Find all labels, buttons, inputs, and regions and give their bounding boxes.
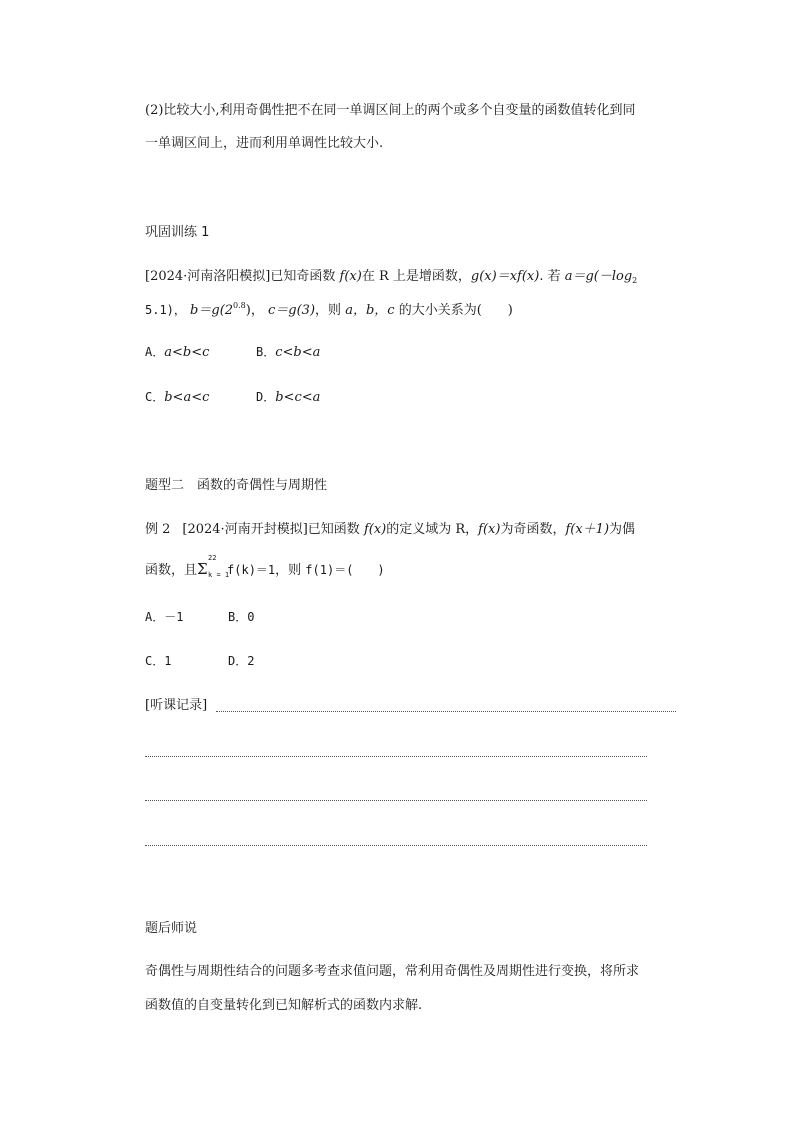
- example-2-stem-part-1: 已知函数: [307, 522, 360, 537]
- option-a-label: A．: [145, 345, 165, 359]
- ex-option-c-label: C．: [145, 654, 165, 668]
- practice-c-definition: c＝g(3): [268, 303, 316, 318]
- example-option-a[interactable]: [145, 611, 183, 623]
- sum-term: f(k)＝1: [227, 563, 276, 577]
- example-2-fx-2: f(x): [478, 522, 501, 537]
- example-2-line-2-pre: 函数，且: [145, 563, 198, 578]
- example-2-fx-1: f(x): [363, 522, 387, 537]
- practice-stem-line-1: [145, 270, 637, 285]
- practice-a-definition: a＝g(－log: [564, 269, 633, 284]
- example-2-line-2: [145, 554, 385, 579]
- example-2-stem-part-4: 为偶: [609, 522, 636, 537]
- practice-b-close: )，: [245, 303, 264, 318]
- sigma-lower-limit: k = 1: [208, 571, 230, 579]
- example-2-line-1: [145, 523, 635, 536]
- example-2-line-2-post: ，则: [275, 563, 302, 578]
- practice-stem-part-4: ，则: [315, 303, 342, 318]
- ex-option-b-text: 0: [247, 610, 255, 624]
- teacher-line-1: 奇偶性与周期性结合的问题多考查求值问题，常利用奇偶性及周期性进行变换，将所求: [145, 964, 640, 979]
- example-2-fx-3: f(x＋1): [565, 522, 610, 537]
- example-option-c[interactable]: [145, 655, 171, 667]
- ex-option-d-text: 2: [247, 654, 255, 668]
- notes-line-4[interactable]: [145, 845, 647, 846]
- practice-variables: a，b，c: [345, 303, 395, 318]
- ex-option-c-text: 1: [164, 654, 172, 668]
- example-option-d[interactable]: [228, 655, 254, 667]
- example-option-b[interactable]: [228, 611, 254, 623]
- example-2-stem-part-2: 的定义域为 R，: [386, 522, 479, 537]
- ex-option-a-label: A．: [145, 610, 165, 624]
- option-a-text: a<b<c: [164, 345, 210, 360]
- option-b-label: B．: [256, 345, 276, 359]
- example-2-stem-part-3: 为奇函数，: [500, 522, 566, 537]
- practice-option-c[interactable]: [145, 391, 209, 404]
- practice-option-a[interactable]: [145, 346, 209, 359]
- option-c-text: b<a<c: [164, 390, 210, 405]
- practice-f-of-x: f(x): [339, 269, 362, 284]
- practice-stem-part-2: 在 R 上是增函数，: [361, 269, 471, 284]
- sigma-upper-limit: 22: [208, 554, 217, 562]
- topic-2-title: 题型二 函数的奇偶性与周期性: [145, 478, 328, 493]
- practice-option-b[interactable]: [256, 346, 320, 359]
- ex-option-b-label: B．: [228, 610, 248, 624]
- practice-option-d[interactable]: [256, 391, 320, 404]
- practice-stem-part-5: 的大小关系为( ): [398, 303, 513, 318]
- teacher-line-2: 函数值的自变量转化到已知解析式的函数内求解.: [145, 998, 423, 1013]
- notes-label: [听课记录]: [145, 698, 208, 713]
- option-c-label: C．: [145, 390, 165, 404]
- sigma-symbol: [197, 554, 230, 579]
- notes-line-1[interactable]: [216, 711, 676, 712]
- practice-a-argument: 5.1)，: [145, 303, 186, 317]
- example-2-source: [2024·河南开封模拟]: [182, 522, 308, 537]
- ex-option-a-text: －1: [164, 610, 184, 624]
- practice-b-exponent: 0.8: [233, 301, 246, 310]
- practice-stem-part-1: 已知奇函数: [270, 269, 336, 284]
- practice-source: [2024·河南洛阳模拟]: [145, 269, 271, 284]
- example-2-ask: f(1)＝( ): [305, 563, 385, 577]
- practice-stem-line-2: [145, 302, 513, 317]
- notes-line-3[interactable]: [145, 800, 647, 801]
- sigma-glyph: Σ: [197, 560, 208, 578]
- practice-title: 巩固训练 1: [145, 225, 210, 240]
- practice-log-base: 2: [632, 276, 638, 285]
- option-d-label: D．: [256, 390, 276, 404]
- example-2-label: 例 2: [145, 522, 171, 537]
- ex-option-d-label: D．: [228, 654, 248, 668]
- intro-line-1: (2)比较大小,利用奇偶性把不在同一单调区间上的两个或多个自变量的函数值转化到同: [145, 103, 636, 118]
- practice-g-definition: g(x)＝xf(x): [470, 269, 540, 284]
- option-b-text: c<b<a: [275, 345, 321, 360]
- practice-b-definition: b＝g(2: [190, 303, 234, 318]
- notes-line-2[interactable]: [145, 756, 647, 757]
- teacher-title: 题后师说: [145, 921, 198, 936]
- option-d-text: b<c<a: [275, 390, 321, 405]
- practice-stem-part-3: . 若: [539, 269, 561, 284]
- intro-line-2: 一单调区间上，进而利用单调性比较大小.: [145, 136, 384, 151]
